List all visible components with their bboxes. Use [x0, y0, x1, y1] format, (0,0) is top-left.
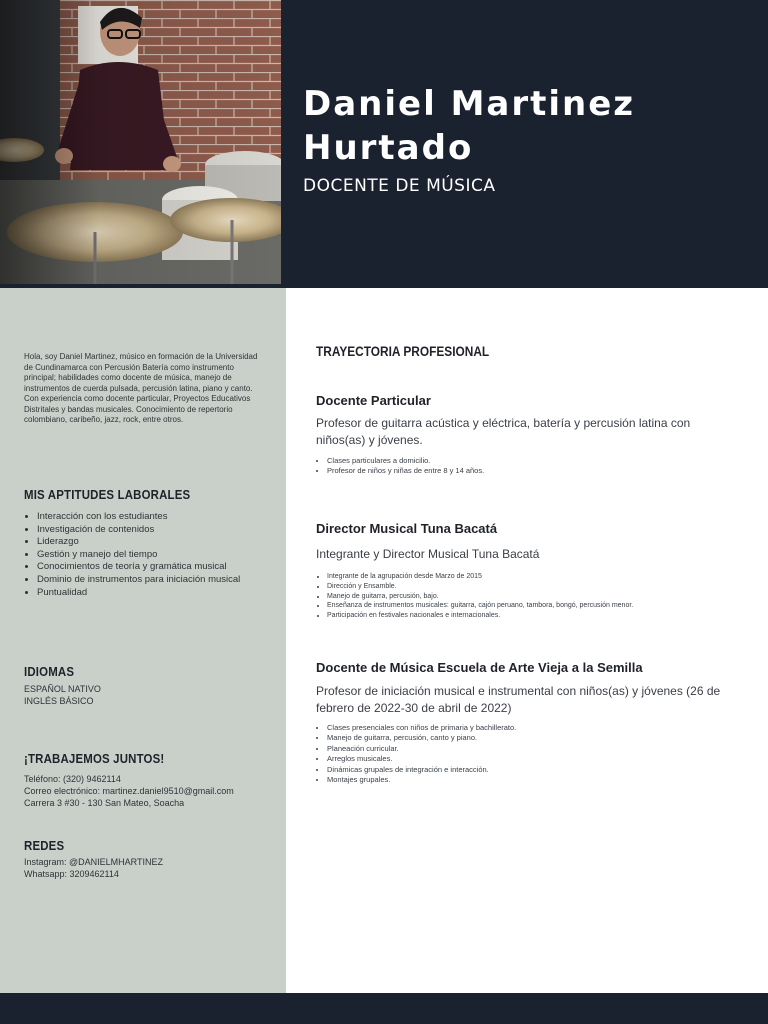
skill-item: • Conocimientos de teoría y gramática musical	[37, 561, 240, 574]
languages-heading: IDIOMAS	[24, 664, 75, 679]
contact-address: Carrera 3 #30 - 130 San Mateo, Soacha	[24, 798, 185, 809]
job-description: Integrante y Director Musical Tuna Bacatá	[316, 547, 540, 561]
job-task-item: • Montajes grupales.	[327, 775, 516, 785]
job-tasks	[316, 456, 484, 477]
job-tasks	[316, 572, 633, 621]
contact-email[interactable]: Correo electrónico: martinez.daniel9510@gmail.com	[24, 786, 234, 797]
social-instagram[interactable]: Instagram: @DANIELMHARTINEZ	[24, 857, 163, 867]
job-task-item: • Dirección y Ensamble.	[327, 582, 633, 592]
job-task-item: • Manejo de guitarra, percusión, bajo.	[327, 592, 633, 602]
social-whatsapp[interactable]: Whatsapp: 3209462114	[24, 869, 119, 880]
about-text: Hola, soy Daniel Martinez, músico en formación de la Universidad de Cundinamarca con Percusión Batería como instrumento principal; habilidades como docente de música, manejo de instrumentos de cuerda pulsada, percusión latina, piano y canto. Con experiencia como docente particular, Proyectos Educativos Distritales y bandas musicales. Conocimiento de repertorio colombiano, caribeño, jazz, rock, entre otros.	[24, 352, 258, 424]
skill-item: • Gestión y manejo del tiempo	[37, 549, 240, 562]
job-task-item: • Integrante de la agrupación desde Marzo de 2015	[327, 572, 633, 582]
language-item: INGLÉS BÁSICO	[24, 696, 94, 707]
social-list	[24, 856, 163, 880]
job-title: Docente Particular	[316, 393, 431, 408]
job-task-item: • Arreglos musicales.	[327, 754, 516, 764]
skills-list	[24, 511, 240, 599]
footer-band	[0, 993, 768, 1024]
drummer-photo-illustration	[0, 0, 281, 284]
name-line-1: Daniel Martinez	[303, 84, 636, 124]
job-task-item: • Clases presenciales con niños de primaria y bachillerato.	[327, 723, 516, 733]
job-task-item: • Participación en festivales nacionales e internacionales.	[327, 611, 633, 621]
skill-item: • Interacción con los estudiantes	[37, 511, 240, 524]
job-tasks	[316, 723, 516, 785]
name-line-2: Hurtado	[303, 128, 474, 168]
job-task-item: • Clases particulares a domicilio.	[327, 456, 484, 466]
person-name	[303, 82, 743, 170]
skills-heading: MIS APTITUDES LABORALES	[24, 487, 191, 502]
job-role: DOCENTE DE MÚSICA	[303, 176, 496, 196]
job-description: Profesor de guitarra acústica y eléctrica, batería y percusión latina con niños(as) y jóvenes.	[316, 416, 691, 447]
job-task-item: • Profesor de niños y niñas de entre 8 y 14 años.	[327, 466, 484, 476]
job-task-item: • Manejo de guitarra, percusión, canto y piano.	[327, 733, 516, 743]
career-heading: TRAYECTORIA PROFESIONAL	[316, 344, 490, 359]
profile-photo	[0, 0, 281, 284]
header-banner	[0, 0, 768, 288]
contact-list	[24, 773, 234, 810]
language-item: ESPAÑOL NATIVO	[24, 684, 101, 694]
job-title: Director Musical Tuna Bacatá	[316, 521, 498, 536]
job-description: Profesor de iniciación musical e instrumental con niños(as) y jóvenes (26 de febrero de 2022-30 de abril de 2022)	[316, 684, 721, 715]
job-title: Docente de Música Escuela de Arte Vieja a la Semilla	[316, 660, 643, 675]
skill-item: • Investigación de contenidos	[37, 524, 240, 537]
job-task-item: • Planeación curricular.	[327, 744, 516, 754]
languages-list	[24, 683, 101, 707]
social-heading: REDES	[24, 838, 65, 853]
job-task-item: • Dinámicas grupales de integración e interacción.	[327, 765, 516, 775]
contact-phone: Teléfono: (320) 9462114	[24, 774, 121, 784]
job-task-item: • Enseñanza de instrumentos musicales: guitarra, cajón peruano, tambora, bongó, percusión menor.	[327, 601, 633, 611]
skill-item: • Puntualidad	[37, 587, 240, 600]
contact-heading: ¡TRABAJEMOS JUNTOS!	[24, 751, 165, 766]
skill-item: • Liderazgo	[37, 536, 240, 549]
skill-item: • Dominio de instrumentos para iniciación musical	[37, 574, 240, 587]
